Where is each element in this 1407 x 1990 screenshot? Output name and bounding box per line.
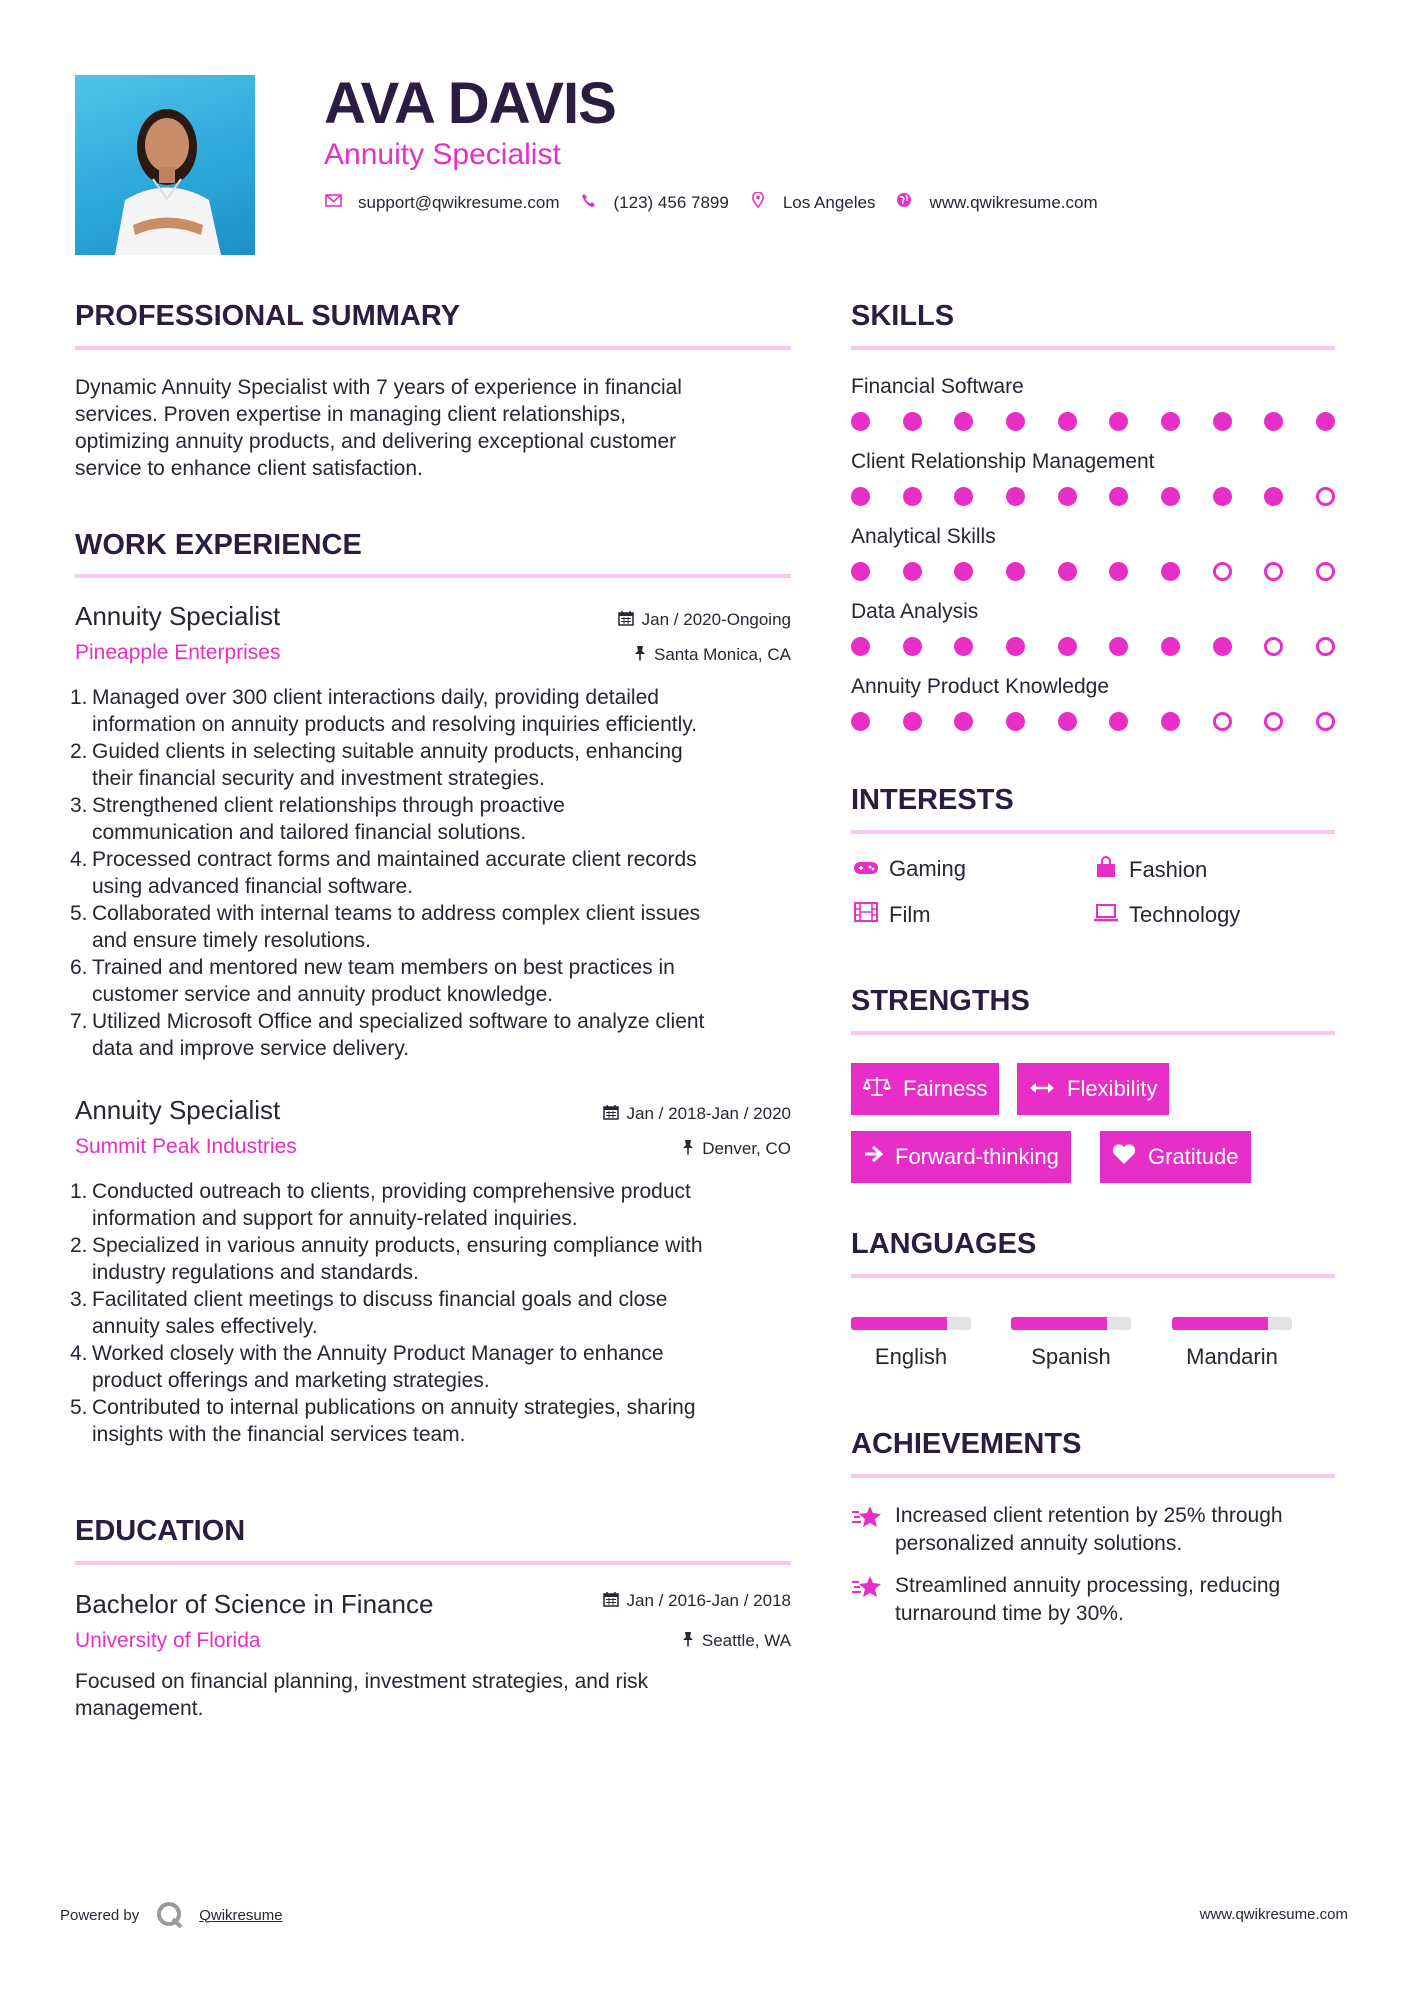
education-line: Focused on financial planning, investment strategies, and risk	[75, 1670, 649, 1693]
interest-label: Film	[889, 902, 931, 927]
shopping-bag-icon	[1091, 856, 1121, 884]
shooting-star-icon	[851, 1572, 883, 1604]
skill-dot-empty	[1316, 487, 1335, 506]
skill-dot-filled	[1006, 487, 1025, 506]
skill-dot-filled	[903, 562, 922, 581]
skill-dot-filled	[1006, 712, 1025, 731]
film-icon	[851, 902, 881, 928]
skill-rating	[851, 712, 1335, 732]
skill-dot-empty	[1316, 712, 1335, 731]
list-number: 5.	[70, 1396, 88, 1419]
list-line: Conducted outreach to clients, providing comprehensive product	[92, 1180, 691, 1203]
skill-dot-filled	[1109, 637, 1128, 656]
skill-rating	[851, 562, 1335, 582]
job-location-text: Denver, CO	[702, 1139, 791, 1158]
list-line: industry regulations and standards.	[92, 1261, 419, 1284]
globe-icon	[895, 192, 913, 213]
experience-heading: WORK EXPERIENCE	[75, 529, 362, 561]
powered-by-text: Powered by	[60, 1906, 140, 1924]
language-bar	[1011, 1317, 1131, 1330]
skill-dot-empty	[1264, 562, 1283, 581]
balance-scale-icon	[863, 1075, 891, 1103]
list-item	[70, 900, 792, 954]
envelope-icon	[324, 194, 342, 212]
footer-powered-by	[60, 1900, 283, 1930]
skill-dot-filled	[1006, 412, 1025, 431]
skill-dot-empty	[1264, 637, 1283, 656]
job-bullets	[70, 684, 792, 1062]
list-line: Contributed to internal publications on annuity strategies, sharing	[92, 1396, 696, 1419]
skill-dot-filled	[851, 712, 870, 731]
list-item	[70, 1286, 792, 1340]
summary-heading: PROFESSIONAL SUMMARY	[75, 300, 461, 332]
skill-dot-filled	[1213, 637, 1232, 656]
skill-dot-filled	[1109, 562, 1128, 581]
pushpin-icon	[634, 645, 646, 665]
list-item	[70, 1232, 792, 1286]
list-number: 1.	[70, 1180, 88, 1203]
job-title: Annuity Specialist	[75, 1095, 281, 1125]
strength-label: Forward-thinking	[895, 1144, 1059, 1169]
candidate-title: Annuity Specialist	[324, 138, 561, 171]
strength-label: Fairness	[903, 1076, 988, 1101]
list-number: 1.	[70, 686, 88, 709]
summary-divider	[75, 346, 791, 350]
interest-film	[851, 902, 931, 928]
list-item	[70, 1394, 792, 1448]
summary-line: services. Proven expertise in managing client relationships,	[75, 403, 626, 426]
language-name: Mandarin	[1186, 1344, 1278, 1369]
education-description	[75, 1668, 791, 1722]
interest-fashion	[1091, 856, 1207, 884]
skill-dot-filled	[1213, 487, 1232, 506]
map-pin-icon	[749, 192, 767, 213]
list-item	[70, 846, 792, 900]
phone-icon	[580, 193, 598, 213]
profile-photo-illustration	[75, 75, 255, 255]
education-date-text: Jan / 2016-Jan / 2018	[626, 1591, 791, 1610]
list-item	[70, 792, 792, 846]
list-line: Collaborated with internal teams to address complex client issues	[92, 902, 701, 925]
skill-dot-filled	[954, 637, 973, 656]
list-number: 7.	[70, 1010, 88, 1033]
skill-dot-empty	[1264, 712, 1283, 731]
list-number: 2.	[70, 1234, 88, 1257]
contact-location	[749, 192, 876, 213]
education-location-text: Seattle, WA	[701, 1631, 791, 1650]
pushpin-icon	[682, 1631, 694, 1651]
contact-phone-text: (123) 456 7899	[613, 192, 729, 212]
education-location	[682, 1631, 791, 1651]
list-item	[70, 954, 792, 1008]
strength-tag	[851, 1131, 1071, 1183]
language-bar-fill	[851, 1317, 947, 1330]
strengths-divider	[851, 1031, 1335, 1035]
skill-dot-filled	[851, 487, 870, 506]
skill-name: Financial Software	[851, 375, 1024, 398]
list-line: communication and tailored financial solutions.	[92, 821, 527, 844]
skill-dot-filled	[1058, 412, 1077, 431]
contact-bar	[324, 192, 1118, 213]
footer-url[interactable]: www.qwikresume.com	[1199, 1906, 1348, 1923]
languages-heading: LANGUAGES	[851, 1228, 1037, 1260]
language-bar-fill	[1011, 1317, 1107, 1330]
list-number: 2.	[70, 740, 88, 763]
skill-dot-filled	[954, 562, 973, 581]
list-line: insights with the financial services team.	[92, 1423, 466, 1446]
job-date-text: Jan / 2018-Jan / 2020	[626, 1104, 791, 1123]
strength-label: Flexibility	[1067, 1076, 1158, 1101]
skill-rating	[851, 637, 1335, 657]
skill-dot-filled	[1006, 637, 1025, 656]
language-name: English	[874, 1344, 948, 1369]
summary-line: optimizing annuity products, and delivering exceptional customer	[75, 430, 677, 453]
contact-website-text: www.qwikresume.com	[929, 192, 1098, 212]
list-line: information on annuity products and resolving inquiries efficiently.	[92, 713, 698, 736]
list-line: and ensure timely resolutions.	[92, 929, 371, 952]
skill-dot-filled	[903, 712, 922, 731]
arrow-right-icon	[863, 1145, 883, 1169]
languages-divider	[851, 1274, 1335, 1278]
job-date-text: Jan / 2020-Ongoing	[641, 610, 791, 629]
qwikresume-link[interactable]: Qwikresume	[199, 1906, 283, 1924]
skill-dot-filled	[903, 637, 922, 656]
calendar-icon	[618, 610, 634, 630]
language-bar	[851, 1317, 971, 1330]
heart-icon	[1112, 1144, 1136, 1171]
skill-dot-filled	[1161, 487, 1180, 506]
contact-email[interactable]	[324, 193, 560, 213]
skill-dot-filled	[1058, 487, 1077, 506]
skill-dot-empty	[1213, 562, 1232, 581]
list-line: Facilitated client meetings to discuss financial goals and close	[92, 1288, 668, 1311]
skill-rating	[851, 487, 1335, 507]
job-company: Summit Peak Industries	[75, 1135, 297, 1158]
contact-website[interactable]	[895, 192, 1097, 213]
list-line: Managed over 300 client interactions daily, providing detailed	[92, 686, 659, 709]
calendar-icon	[603, 1591, 619, 1611]
skill-dot-filled	[1316, 412, 1335, 431]
strength-label: Gratitude	[1148, 1144, 1239, 1169]
list-number: 5.	[70, 902, 88, 925]
skill-dot-filled	[903, 412, 922, 431]
skill-dot-filled	[1264, 487, 1283, 506]
job-location	[634, 645, 791, 665]
education-divider	[75, 1561, 791, 1565]
achievement-line: Streamlined annuity processing, reducing	[895, 1574, 1281, 1597]
laptop-icon	[1091, 902, 1121, 928]
skill-dot-filled	[1058, 637, 1077, 656]
interest-label: Fashion	[1129, 857, 1208, 882]
achievement-line: Increased client retention by 25% through	[895, 1504, 1283, 1527]
skill-dot-filled	[851, 562, 870, 581]
degree-title: Bachelor of Science in Finance	[75, 1589, 434, 1619]
interests-heading: INTERESTS	[851, 784, 1014, 816]
strength-tag	[1017, 1063, 1169, 1115]
education-date	[603, 1591, 791, 1611]
summary-line: service to enhance client satisfaction.	[75, 457, 423, 480]
skill-dot-filled	[851, 412, 870, 431]
skill-dot-filled	[1058, 712, 1077, 731]
strength-tag	[851, 1063, 999, 1115]
language-bar	[1172, 1317, 1292, 1330]
skill-dot-filled	[1161, 637, 1180, 656]
contact-phone[interactable]	[580, 193, 729, 213]
strengths-heading: STRENGTHS	[851, 985, 1030, 1017]
achievements-divider	[851, 1474, 1335, 1478]
skill-dot-filled	[1109, 412, 1128, 431]
skills-heading: SKILLS	[851, 300, 955, 332]
profile-photo	[75, 75, 255, 255]
list-line: Strengthened client relationships through proactive	[92, 794, 565, 817]
interests-divider	[851, 830, 1335, 834]
shooting-star-icon	[851, 1502, 883, 1534]
list-item	[70, 738, 792, 792]
list-item	[70, 684, 792, 738]
contact-email-text: support@qwikresume.com	[358, 192, 560, 212]
achievement-line: turnaround time by 30%.	[895, 1602, 1124, 1625]
skill-dot-filled	[1161, 412, 1180, 431]
list-line: Worked closely with the Annuity Product Manager to enhance	[92, 1342, 664, 1365]
skill-dot-filled	[954, 712, 973, 731]
arrows-horizontal-icon	[1029, 1078, 1055, 1101]
job-bullets	[70, 1178, 792, 1448]
skill-dot-filled	[1264, 412, 1283, 431]
skill-dot-filled	[954, 412, 973, 431]
interest-technology	[1091, 902, 1240, 928]
education-line: management.	[75, 1697, 204, 1720]
achievement-item	[895, 1572, 1335, 1628]
skill-dot-filled	[1161, 562, 1180, 581]
list-line: using advanced financial software.	[92, 875, 414, 898]
list-line: annuity sales effectively.	[92, 1315, 318, 1338]
language-bar-fill	[1172, 1317, 1268, 1330]
skill-dot-filled	[1006, 562, 1025, 581]
list-line: product offerings and marketing strategies.	[92, 1369, 490, 1392]
interest-label: Gaming	[889, 856, 967, 881]
list-number: 3.	[70, 1288, 88, 1311]
achievement-item	[895, 1502, 1335, 1558]
list-line: Guided clients in selecting suitable annuity products, enhancing	[92, 740, 683, 763]
list-line: customer service and annuity product knowledge.	[92, 983, 554, 1006]
skill-name: Client Relationship Management	[851, 450, 1155, 473]
strength-tag	[1100, 1131, 1251, 1183]
interest-gaming	[851, 856, 966, 882]
skill-dot-empty	[1316, 637, 1335, 656]
skill-dot-filled	[1213, 412, 1232, 431]
skill-rating	[851, 412, 1335, 432]
skill-dot-empty	[1213, 712, 1232, 731]
list-line: information and support for annuity-related inquiries.	[92, 1207, 578, 1230]
job-title: Annuity Specialist	[75, 601, 281, 631]
experience-divider	[75, 574, 791, 578]
job-date	[618, 610, 791, 630]
pushpin-icon	[682, 1139, 694, 1159]
list-item	[70, 1178, 792, 1232]
school-name: University of Florida	[75, 1629, 261, 1652]
job-company: Pineapple Enterprises	[75, 641, 281, 664]
list-line: data and improve service delivery.	[92, 1037, 410, 1060]
list-line: Specialized in various annuity products, ensuring compliance with	[92, 1234, 703, 1257]
gamepad-icon	[851, 856, 881, 882]
skills-divider	[851, 346, 1335, 350]
skill-dot-filled	[903, 487, 922, 506]
job-date	[603, 1104, 791, 1124]
list-line: Trained and mentored new team members on best practices in	[92, 956, 675, 979]
list-item	[70, 1008, 792, 1062]
list-number: 4.	[70, 848, 88, 871]
education-heading: EDUCATION	[75, 1515, 246, 1547]
skill-name: Annuity Product Knowledge	[851, 675, 1109, 698]
skill-dot-filled	[1058, 562, 1077, 581]
achievement-line: personalized annuity solutions.	[895, 1532, 1183, 1555]
list-number: 6.	[70, 956, 88, 979]
list-number: 3.	[70, 794, 88, 817]
qwikresume-logo-icon	[155, 1900, 185, 1930]
language-name: Spanish	[1031, 1344, 1111, 1369]
summary-text	[75, 374, 791, 482]
job-location-text: Santa Monica, CA	[653, 645, 791, 664]
skill-name: Analytical Skills	[851, 525, 996, 548]
list-line: Utilized Microsoft Office and specialized software to analyze client	[92, 1010, 705, 1033]
skill-dot-empty	[1316, 562, 1335, 581]
skill-dot-filled	[851, 637, 870, 656]
list-line: Processed contract forms and maintained accurate client records	[92, 848, 697, 871]
achievements-heading: ACHIEVEMENTS	[851, 1428, 1082, 1460]
contact-location-text: Los Angeles	[782, 192, 876, 212]
skill-dot-filled	[1109, 487, 1128, 506]
list-item	[70, 1340, 792, 1394]
list-line: their financial security and investment strategies.	[92, 767, 545, 790]
skill-dot-filled	[954, 487, 973, 506]
skill-dot-filled	[1109, 712, 1128, 731]
summary-line: Dynamic Annuity Specialist with 7 years of experience in financial	[75, 376, 682, 399]
calendar-icon	[603, 1104, 619, 1124]
interest-label: Technology	[1129, 902, 1241, 927]
candidate-name: AVA DAVIS	[324, 71, 616, 136]
list-number: 4.	[70, 1342, 88, 1365]
job-location	[682, 1139, 791, 1159]
skill-dot-filled	[1161, 712, 1180, 731]
skill-name: Data Analysis	[851, 600, 979, 623]
